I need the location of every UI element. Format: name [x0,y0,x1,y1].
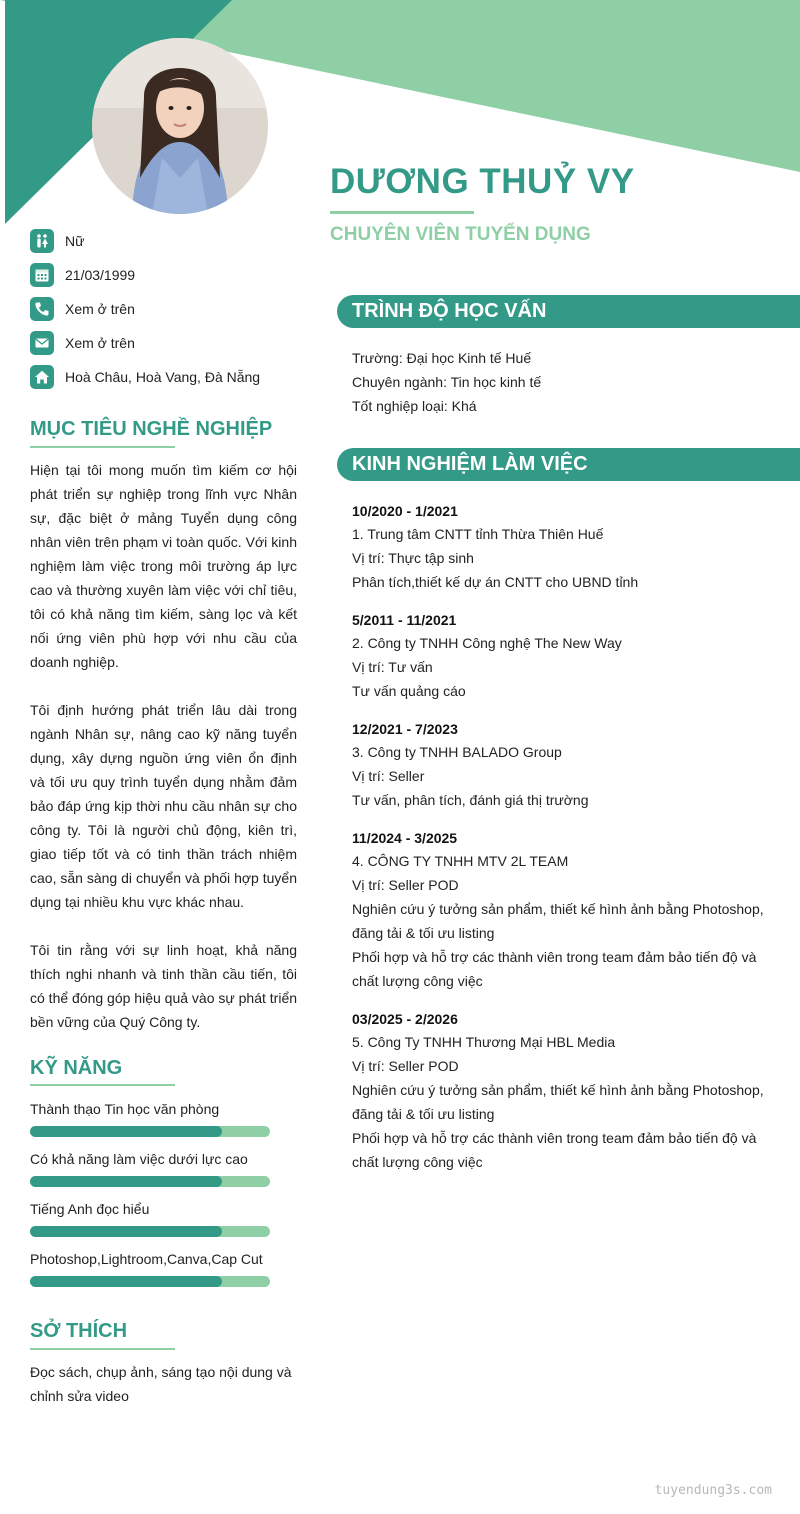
home-icon [30,365,54,389]
experience-list [352,500,772,1189]
education-details [352,346,772,418]
skill-bar [30,1276,270,1287]
watermark: tuyendung3s.com [654,1483,772,1498]
job-company: 5. Công Ty TNHH Thương Mại HBL Media [352,1034,616,1050]
skills-heading: KỸ NĂNG [30,1057,123,1079]
job-company: 1. Trung tâm CNTT tỉnh Thừa Thiên Huế [352,526,604,542]
education-heading: TRÌNH ĐỘ HỌC VẤN [337,295,800,328]
contact-email [30,326,300,360]
objective-underline [30,446,175,448]
skill-bar-fill [30,1276,222,1287]
name-underline [330,211,474,214]
job-entry [352,718,772,812]
skill-bar [30,1226,270,1237]
education-major: Chuyên ngành: Tin học kinh tế [352,374,542,390]
skill-bar-fill [30,1226,222,1237]
skill-bar [30,1126,270,1137]
birthday-value: 21/03/1999 [65,267,136,283]
contact-info [30,224,300,394]
job-position: Vị trí: Thực tập sinh [352,550,474,566]
objective-paragraph: Tôi định hướng phát triển lâu dài trong ngành Nhân sự, nâng cao kỹ năng tuyển dụng, xây dựng nguồn ứng viên ổn định và tối ưu quy trình tuyển dụng nhằm đảm bảo đáp ứng kịp thời nhu cầu nhân sự cho công ty. Tôi là người chủ động, kiên trì, giao tiếp tốt và có tinh thần trách nhiệm cao, sẵn sàng di chuyển và phối hợp tuyển dụng tại nhiều khu vực khác nhau. [30,702,297,910]
contact-gender [30,224,300,258]
experience-heading: KINH NGHIỆM LÀM VIỆC [337,448,800,481]
job-period: 11/2024 - 3/2025 [352,830,458,846]
job-company: 2. Công ty TNHH Công nghệ The New Way [352,635,622,651]
job-period: 5/2011 - 11/2021 [352,612,457,628]
contact-birthday [30,258,300,292]
job-description: Phối hợp và hỗ trợ các thành viên trong team đảm bảo tiến độ và chất lượng công việc [352,1130,757,1170]
skill-item [30,1148,270,1198]
job-entry [352,827,772,993]
job-entry [352,609,772,703]
job-description: Phân tích,thiết kế dự án CNTT cho UBND tỉnh [352,574,639,590]
job-entry [352,1008,772,1174]
job-title: CHUYÊN VIÊN TUYỂN DỤNG [330,224,591,245]
email-icon [30,331,54,355]
job-position: Vị trí: Tư vấn [352,659,433,675]
objective-text [30,458,297,1058]
skill-label: Có khả năng làm việc dưới lực cao [30,1151,248,1167]
job-company: 3. Công ty TNHH BALADO Group [352,744,562,760]
contact-phone [30,292,300,326]
skill-label: Photoshop,Lightroom,Canva,Cap Cut [30,1251,263,1267]
job-description: Tư vấn quảng cáo [352,683,466,699]
objective-paragraph: Hiện tại tôi mong muốn tìm kiếm cơ hội phát triển sự nghiệp trong lĩnh vực Nhân sự, đặc biệt ở mảng Tuyển dụng công nhân viên trên phạm vi toàn quốc. Với kinh nghiệm làm việc trong môi trường áp lực cao và thường xuyên làm việc với chỉ tiêu, tôi có khả năng tìm kiếm, sàng lọc và kết nối ứng viên phù hợp với nhu cầu của doanh nghiệp. [30,462,297,670]
skill-label: Thành thạo Tin học văn phòng [30,1101,220,1117]
skill-item [30,1098,270,1148]
phone-value[interactable]: Xem ở trên [65,301,135,317]
job-period: 12/2021 - 7/2023 [352,721,458,737]
email-value[interactable]: Xem ở trên [65,335,135,351]
skills-underline [30,1084,175,1086]
profile-photo [92,38,268,214]
job-position: Vị trí: Seller POD [352,1058,459,1074]
job-description: Nghiên cứu ý tưởng sản phẩm, thiết kế hình ảnh bằng Photoshop, đăng tải & tối ưu listing [352,901,764,941]
skill-label: Tiếng Anh đọc hiểu [30,1201,150,1217]
job-position: Vị trí: Seller POD [352,877,459,893]
skill-item [30,1198,270,1248]
job-period: 03/2025 - 2/2026 [352,1011,458,1027]
job-position: Vị trí: Seller [352,768,425,784]
hobbies-underline [30,1348,175,1350]
hobbies-heading: SỞ THÍCH [30,1320,128,1342]
skill-item [30,1248,270,1298]
skill-bar-fill [30,1176,222,1187]
job-company: 4. CÔNG TY TNHH MTV 2L TEAM [352,853,569,869]
objective-heading: MỤC TIÊU NGHỀ NGHIỆP [30,418,273,440]
full-name: DƯƠNG THUỶ VY [330,162,635,201]
skill-bar [30,1176,270,1187]
skill-bar-fill [30,1126,222,1137]
job-entry [352,500,772,594]
calendar-icon [30,263,54,287]
avatar [92,38,268,214]
phone-icon [30,297,54,321]
job-description: Nghiên cứu ý tưởng sản phẩm, thiết kế hình ảnh bằng Photoshop, đăng tải & tối ưu listing [352,1082,764,1122]
contact-address [30,360,300,394]
hobbies-text: Đọc sách, chụp ảnh, sáng tạo nội dung và chỉnh sửa video [30,1364,292,1404]
gender-icon [30,229,54,253]
job-description: Tư vấn, phân tích, đánh giá thị trường [352,792,589,808]
education-school: Trường: Đại học Kinh tế Huế [352,350,532,366]
education-grade: Tốt nghiệp loại: Khá [352,398,477,414]
job-period: 10/2020 - 1/2021 [352,503,458,519]
skills-list [30,1098,270,1298]
address-value: Hoà Châu, Hoà Vang, Đà Nẵng [65,369,261,385]
job-description: Phối hợp và hỗ trợ các thành viên trong team đảm bảo tiến độ và chất lượng công việc [352,949,757,989]
gender-value: Nữ [65,233,85,249]
objective-paragraph: Tôi tin rằng với sự linh hoạt, khả năng thích nghi nhanh và tinh thần cầu tiến, tôi có thể đóng góp hiệu quả vào sự phát triển bền vững của Quý Công ty. [30,942,298,1030]
